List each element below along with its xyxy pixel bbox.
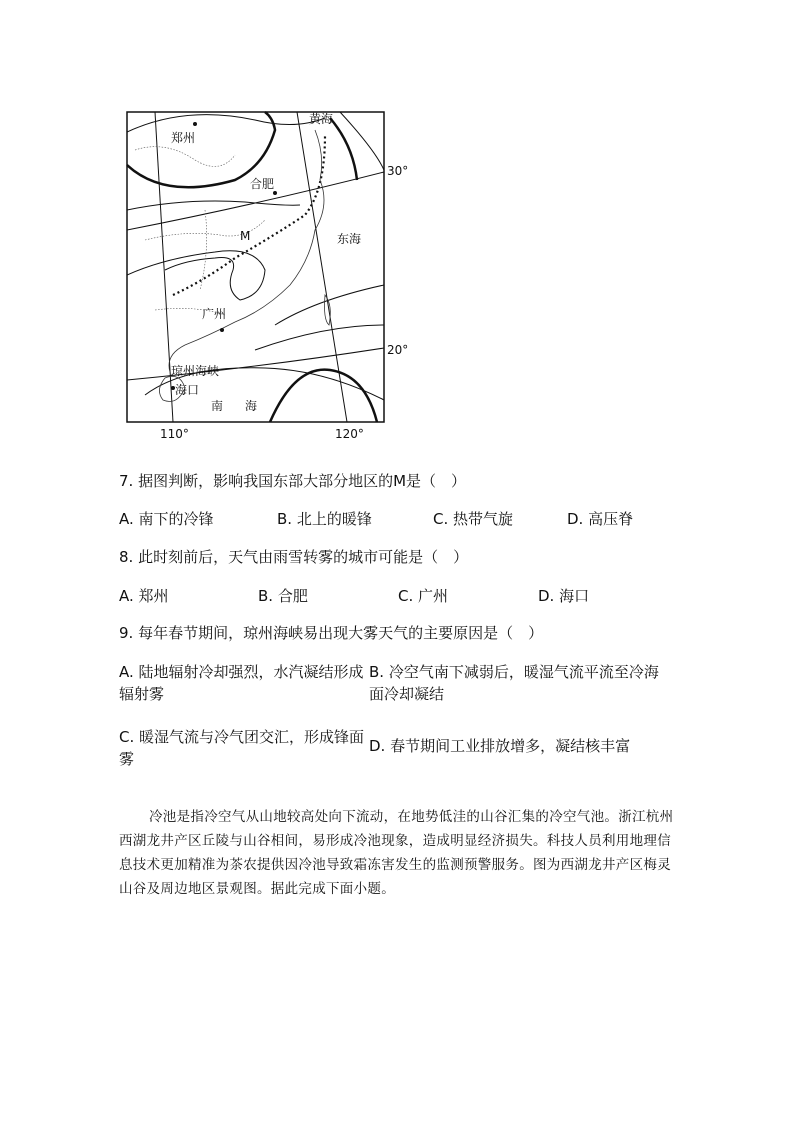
city-label-guangzhou: 广州	[202, 307, 227, 321]
q8-option-b[interactable]: B. 合肥	[258, 587, 308, 605]
q9-option-b[interactable]: B. 冷空气南下减弱后，暖湿气流平流至冷海面冷却凝结	[369, 663, 659, 703]
sea-label-east: 东海	[337, 232, 362, 246]
city-label-haikou: 海口	[175, 383, 200, 397]
q9-option-d[interactable]: D. 春节期间工业排放增多，凝结核丰富	[369, 737, 631, 755]
isobar	[127, 201, 300, 210]
front-label-m: M	[240, 229, 251, 243]
border	[135, 147, 235, 167]
question-9-stem: 9. 每年春节期间，琼州海峡易出现大雾天气的主要原因是（ ）	[119, 624, 544, 642]
city-label-zhengzhou: 郑州	[171, 131, 196, 145]
isobar	[127, 251, 265, 300]
q8-option-a[interactable]: A. 郑州	[119, 587, 169, 605]
q7-option-d[interactable]: D. 高压脊	[567, 510, 634, 528]
isobar	[127, 115, 325, 132]
question-7-stem: 7. 据图判断，影响我国东部大部分地区的M是（ ）	[119, 472, 467, 490]
sea-label-yellow: 黄海	[309, 112, 334, 126]
q8-option-c[interactable]: C. 广州	[398, 587, 449, 605]
hefei-dot	[273, 191, 277, 195]
strait-label: 琼州海峡	[171, 364, 220, 378]
q7-option-b[interactable]: B. 北上的暖锋	[277, 510, 372, 528]
sea-label-south-1: 南	[211, 399, 224, 413]
q8-option-d[interactable]: D. 海口	[538, 587, 590, 605]
isobar-thick	[330, 118, 357, 180]
reading-passage: 冷池是指冷空气从山地较高处向下流动，在地势低洼的山谷汇集的冷空气池。浙江杭州西湖龙井产区丘陵与山谷相间，易形成冷池现象，造成明显经济损失。科技人员利用地理信息技术更加精准为茶农提供因冷池导致霜冻害发生的监测预警服务。图为西湖龙井产区梅灵山谷及周边地区景观图。据此完成下面小题。	[119, 809, 674, 897]
q9-option-c[interactable]: C. 暖湿气流与冷气团交汇，形成锋面雾	[119, 728, 365, 768]
lon-label-120: 120°	[335, 427, 364, 441]
lat-label-20: 20°	[387, 343, 409, 357]
question-8-stem: 8. 此时刻前后，天气由雨雪转雾的城市可能是（ ）	[119, 548, 469, 566]
city-label-hefei: 合肥	[250, 177, 275, 191]
front-m-line	[173, 135, 325, 295]
zhengzhou-dot	[193, 122, 197, 126]
isobar	[255, 325, 384, 350]
map-figure	[125, 110, 388, 440]
lon-label-110: 110°	[160, 427, 189, 441]
sea-label-south-2: 海	[245, 399, 258, 413]
isobar-thick	[270, 370, 377, 422]
q9-option-a[interactable]: A. 陆地辐射冷却强烈，水汽凝结形成辐射雾	[119, 663, 364, 703]
q7-option-a[interactable]: A. 南下的冷锋	[119, 510, 214, 528]
weather-map	[125, 110, 409, 441]
q7-option-c[interactable]: C. 热带气旋	[433, 510, 514, 528]
lat-label-30: 30°	[387, 164, 409, 178]
guangzhou-dot	[220, 328, 224, 332]
